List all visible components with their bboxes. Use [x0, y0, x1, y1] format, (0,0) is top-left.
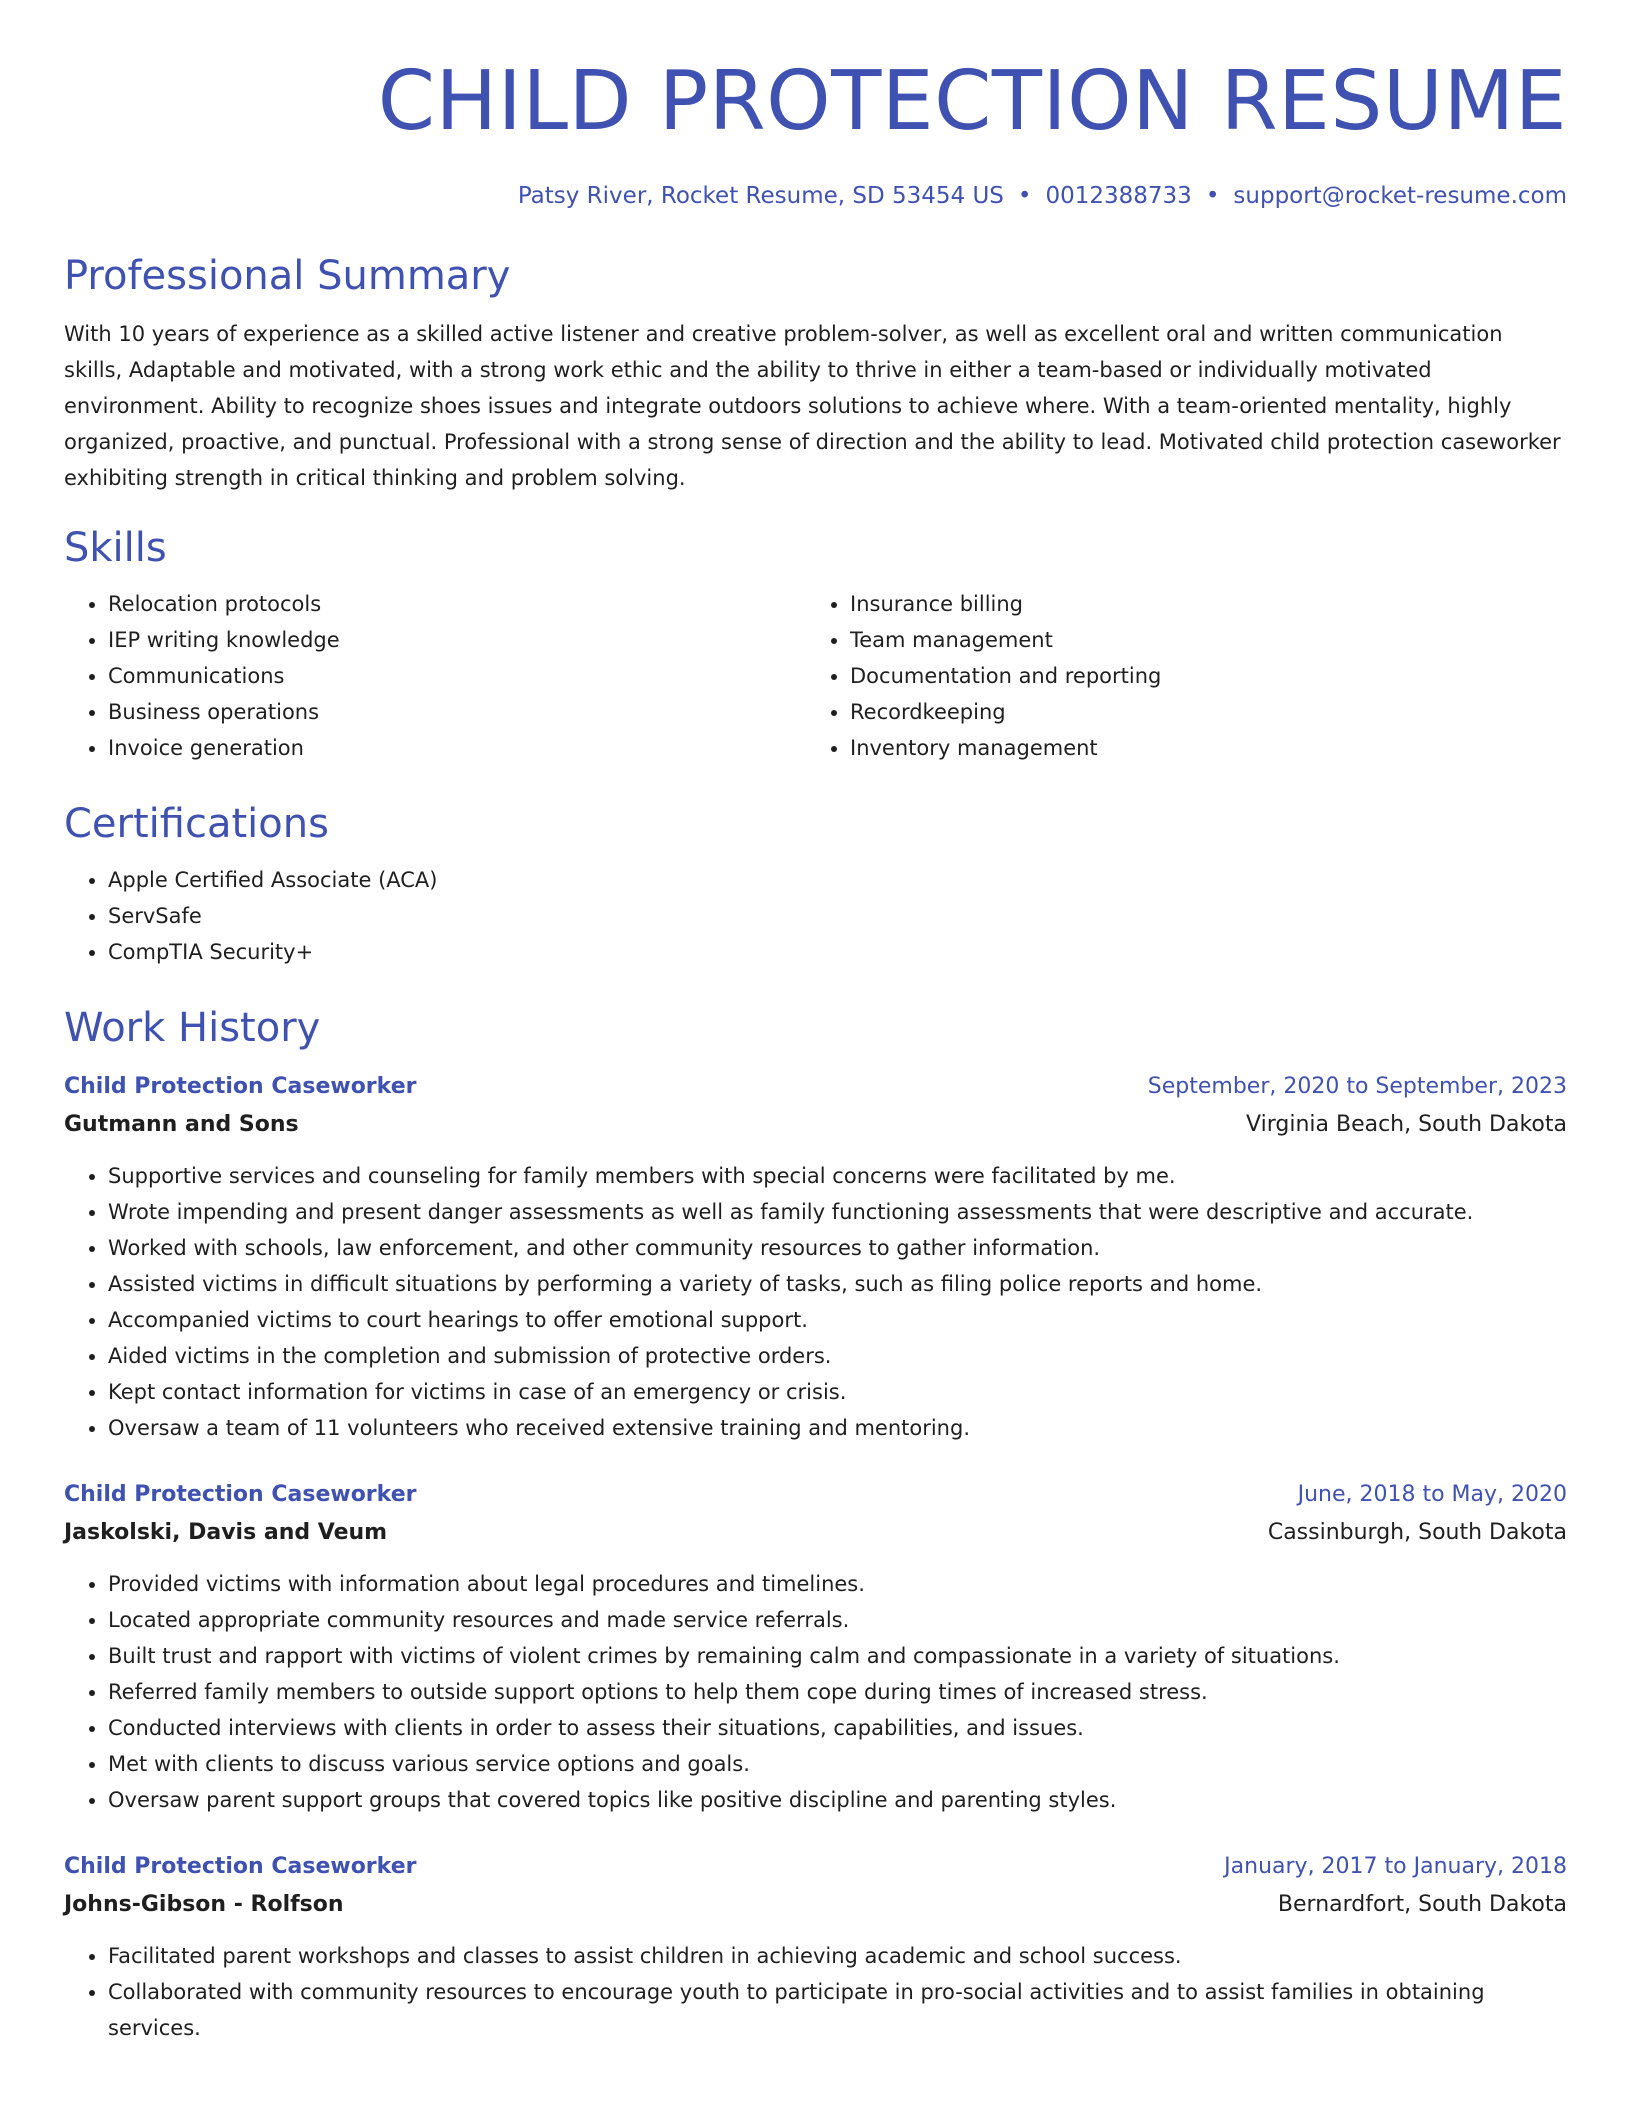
- job-bullet: • Facilitated parent workshops and classes to assist children in achieving academic and school success.: [108, 1938, 1567, 1974]
- contact-phone: 0012388733: [1045, 183, 1192, 209]
- job-bullet: • Located appropriate community resources and made service referrals.: [108, 1602, 1567, 1638]
- resume-page: [64, 52, 1567, 2046]
- job-bullet: • Conducted interviews with clients in order to assess their situations, capabilities, and issues.: [108, 1710, 1567, 1746]
- job-company: Jaskolski, Davis and Veum: [64, 1520, 388, 1545]
- job-bullet: • Referred family members to outside support options to help them cope during times of increased stress.: [108, 1674, 1567, 1710]
- skill-item: • Communications: [108, 658, 806, 694]
- job-company: Johns-Gibson - Rolfson: [64, 1892, 344, 1917]
- job-bullet: • Supportive services and counseling for family members with special concerns were facilitated by me.: [108, 1158, 1567, 1194]
- job-bullet: • Accompanied victims to court hearings to offer emotional support.: [108, 1302, 1567, 1338]
- skill-item: • Inventory management: [850, 730, 1548, 766]
- job-bullets: [64, 1938, 1567, 2046]
- job-bullet: • Collaborated with community resources to encourage youth to participate in pro-social activities and to assist families in obtaining services.: [108, 1974, 1567, 2046]
- skills-heading: Skills: [64, 525, 167, 571]
- skill-item: • Insurance billing: [850, 586, 1548, 622]
- job-bullet: • Worked with schools, law enforcement, and other community resources to gather information.: [108, 1230, 1567, 1266]
- skills-list-left: [64, 586, 806, 766]
- skill-item: • IEP writing knowledge: [108, 622, 806, 658]
- job-bullet: • Wrote impending and present danger assessments as well as family functioning assessments that were descriptive and accurate.: [108, 1194, 1567, 1230]
- job-company: Gutmann and Sons: [64, 1112, 299, 1137]
- contact-line: [64, 180, 1567, 212]
- skill-item: • Documentation and reporting: [850, 658, 1548, 694]
- skill-item: • Business operations: [108, 694, 806, 730]
- certification-item: • Apple Certified Associate (ACA): [108, 862, 1567, 898]
- job-dates: September, 2020 to September, 2023: [1147, 1074, 1567, 1099]
- job-location: Cassinburgh, South Dakota: [1267, 1520, 1567, 1545]
- job-bullet: • Built trust and rapport with victims of violent crimes by remaining calm and compassionate in a variety of situations.: [108, 1638, 1567, 1674]
- contact-separator: •: [1205, 183, 1220, 209]
- job-dates: January, 2017 to January, 2018: [1224, 1854, 1567, 1879]
- certifications-heading: Certifications: [64, 801, 329, 847]
- skills-list-right: [806, 586, 1548, 766]
- summary-heading: Professional Summary: [64, 253, 511, 299]
- certification-item: • CompTIA Security+: [108, 934, 1567, 970]
- contact-separator: •: [1017, 183, 1032, 209]
- skill-item: • Invoice generation: [108, 730, 806, 766]
- job-entry: [64, 1848, 1567, 2046]
- job-bullets: [64, 1566, 1567, 1818]
- contact-email: support@rocket-resume.com: [1233, 183, 1567, 209]
- job-entry: [64, 1476, 1567, 1818]
- contact-address: Patsy River, Rocket Resume, SD 53454 US: [517, 183, 1004, 209]
- job-dates: June, 2018 to May, 2020: [1297, 1482, 1567, 1507]
- job-title: Child Protection Caseworker: [64, 1482, 417, 1507]
- skill-item: • Team management: [850, 622, 1548, 658]
- job-location: Bernardfort, South Dakota: [1277, 1892, 1567, 1917]
- job-entry: [64, 1068, 1567, 1446]
- job-location: Virginia Beach, South Dakota: [1246, 1112, 1567, 1137]
- job-bullet: • Kept contact information for victims in case of an emergency or crisis.: [108, 1374, 1567, 1410]
- skills-grid: [64, 586, 1567, 766]
- skill-item: • Recordkeeping: [850, 694, 1548, 730]
- job-title: Child Protection Caseworker: [64, 1854, 417, 1879]
- job-bullets: [64, 1158, 1567, 1446]
- skill-item: • Relocation protocols: [108, 586, 806, 622]
- certification-item: • ServSafe: [108, 898, 1567, 934]
- resume-title: CHILD PROTECTION RESUME: [377, 54, 1567, 149]
- job-bullet: • Aided victims in the completion and submission of protective orders.: [108, 1338, 1567, 1374]
- job-title: Child Protection Caseworker: [64, 1074, 417, 1099]
- summary-text: With 10 years of experience as a skilled active listener and creative problem-solver, as well as excellent oral and written communication skills, Adaptable and motivated, with a strong work ethic and the ability to thrive in either a team-based or individually motivated environment. Ability to recognize shoes issues and integrate outdoors solutions to achieve where. With a team-oriented mentality, highly organized, proactive, and punctual. Professional with a strong sense of direction and the ability to lead. Motivated child protection caseworker exhibiting strength in critical thinking and problem solving.: [64, 322, 1561, 490]
- certifications-list: [64, 862, 1567, 970]
- job-bullet: • Met with clients to discuss various service options and goals.: [108, 1746, 1567, 1782]
- work-history-heading: Work History: [64, 1005, 321, 1051]
- job-bullet: • Oversaw a team of 11 volunteers who received extensive training and mentoring.: [108, 1410, 1567, 1446]
- job-bullet: • Provided victims with information about legal procedures and timelines.: [108, 1566, 1567, 1602]
- job-bullet: • Oversaw parent support groups that covered topics like positive discipline and parenting styles.: [108, 1782, 1567, 1818]
- job-bullet: • Assisted victims in difficult situations by performing a variety of tasks, such as filing police reports and home.: [108, 1266, 1567, 1302]
